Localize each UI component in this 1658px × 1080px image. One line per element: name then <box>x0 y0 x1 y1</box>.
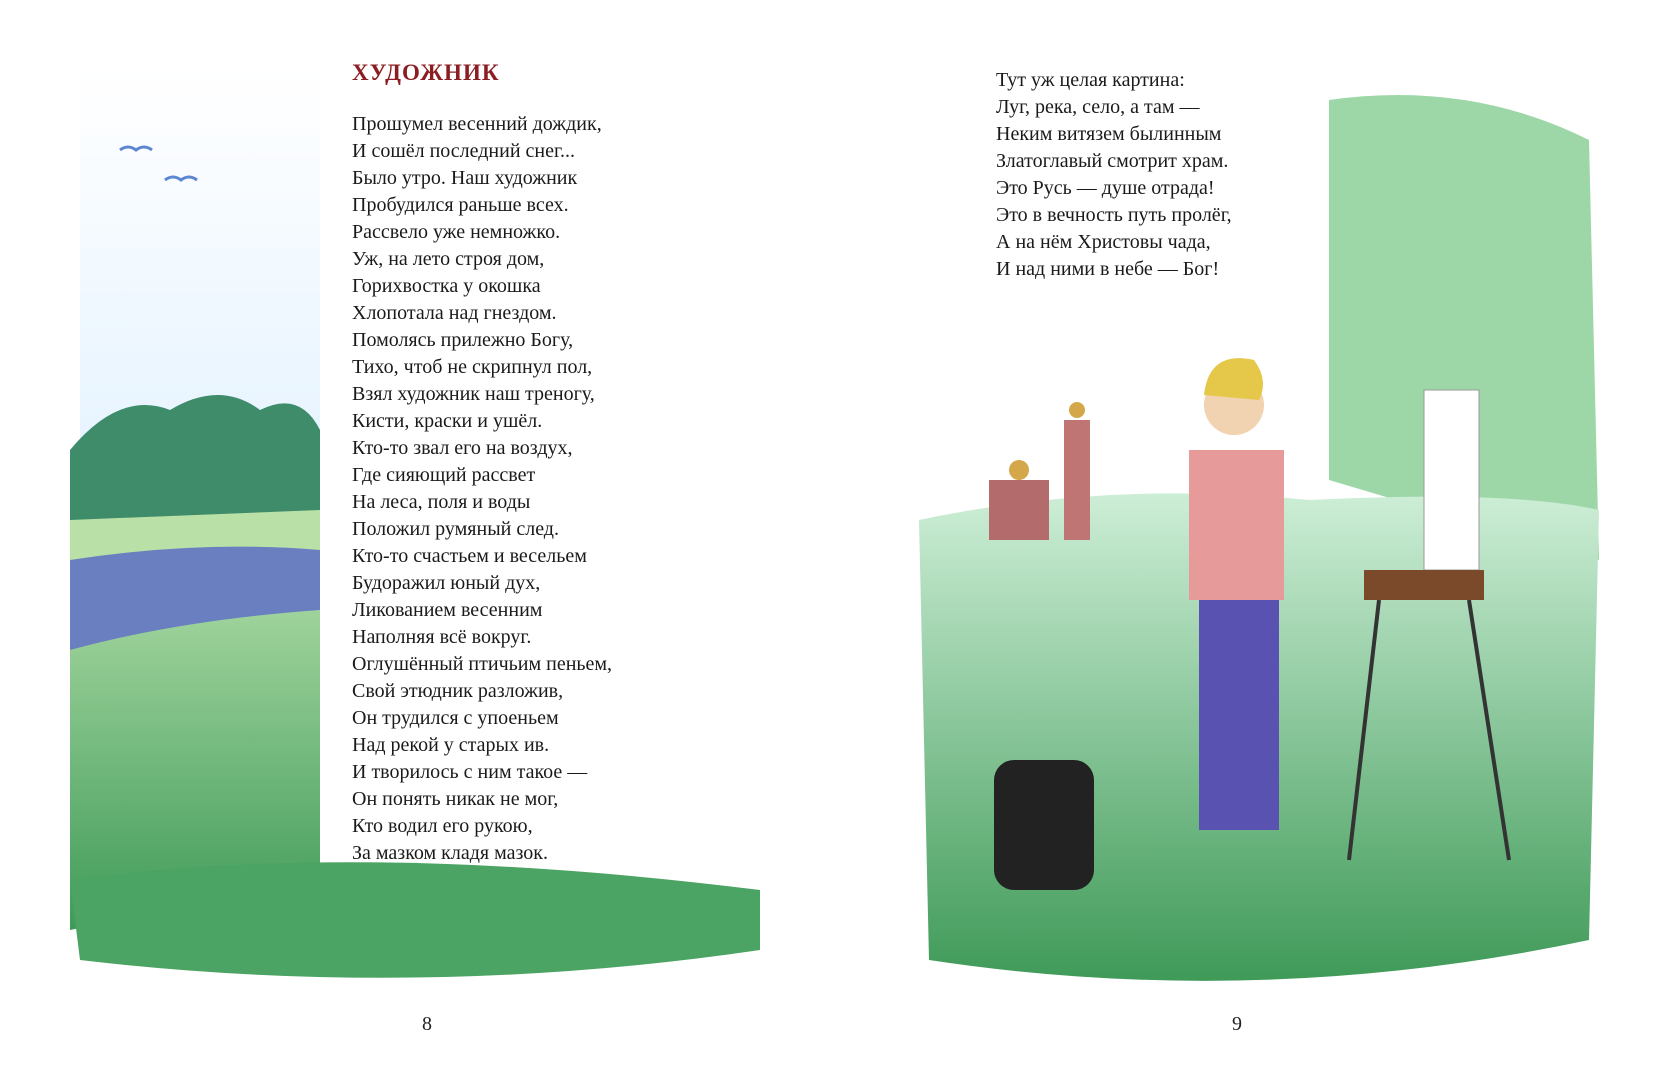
poem-line: Кто-то звал его на воздух, <box>352 437 573 459</box>
poem-line: Он трудился с упоеньем <box>352 707 559 729</box>
poem-line: За мазком кладя мазок. <box>352 842 549 864</box>
poem-line: Кисти, краски и ушёл. <box>352 410 543 432</box>
poem-line: Будоражил юный дух, <box>352 572 541 594</box>
poem-line: Наполняя всё вокруг. <box>352 626 532 648</box>
poem-title: ХУДОЖНИК <box>352 60 500 85</box>
poem-line: Рассвело уже немножко. <box>352 221 561 243</box>
poem-line: Свой этюдник разложив, <box>352 680 564 702</box>
poem-line: Он понять никак не мог, <box>352 788 559 810</box>
poem-line: Было утро. Наш художник <box>352 167 578 189</box>
poem-line: Хлопотала над гнездом. <box>352 302 557 324</box>
poem-line: Тихо, чтоб не скрипнул пол, <box>352 356 593 378</box>
poem-line: Положил румяный след. <box>352 518 559 540</box>
poem-line: Это Русь — душе отрада! <box>996 177 1215 199</box>
poem-line: Оглушённый птичьим пеньем, <box>352 653 613 675</box>
poem-line: Где сияющий рассвет <box>352 464 536 486</box>
page-number: 9 <box>1232 1013 1242 1035</box>
poem-line: Помолясь прилежно Богу, <box>352 329 574 351</box>
poem-line: И творилось с ним такое — <box>352 761 588 783</box>
poem-line: Прошумел весенний дождик, <box>352 113 602 135</box>
backpack <box>994 760 1094 890</box>
poem-line: Уж, на лето строя дом, <box>352 248 545 270</box>
poem-line: Тут уж целая картина: <box>996 69 1185 91</box>
poem-line: Горихвостка у окошка <box>352 275 541 297</box>
poem-line: Ликованием весенним <box>352 599 543 621</box>
poem-line: А на нём Христовы чада, <box>996 231 1211 253</box>
poem-line: На леса, поля и воды <box>352 491 531 513</box>
poem-line: Взял художник наш треногу, <box>352 383 595 405</box>
poem-line: Над рекой у старых ив. <box>352 734 550 756</box>
poem-stanza-right <box>996 67 1232 283</box>
poem-line: Кто-то счастьем и весельем <box>352 545 587 567</box>
poem-line: Златоглавый смотрит храм. <box>996 150 1229 172</box>
poem-line: Пробудился раньше всех. <box>352 194 569 216</box>
page-number: 8 <box>422 1013 432 1035</box>
painter-figure <box>1189 358 1284 830</box>
poem-line: И над ними в небе — Бог! <box>996 258 1220 280</box>
poem-line: Это в вечность путь пролёг, <box>996 204 1232 226</box>
poem-line: Кто водил его рукою, <box>352 815 533 837</box>
right-page <box>829 0 1658 1080</box>
poem-line: И сошёл последний снег... <box>352 140 575 162</box>
church-icon <box>989 402 1090 540</box>
poem-line: Неким витязем былинным <box>996 123 1222 145</box>
poem-line: Луг, река, село, а там — <box>996 96 1200 118</box>
poem-stanza-left <box>352 111 612 867</box>
